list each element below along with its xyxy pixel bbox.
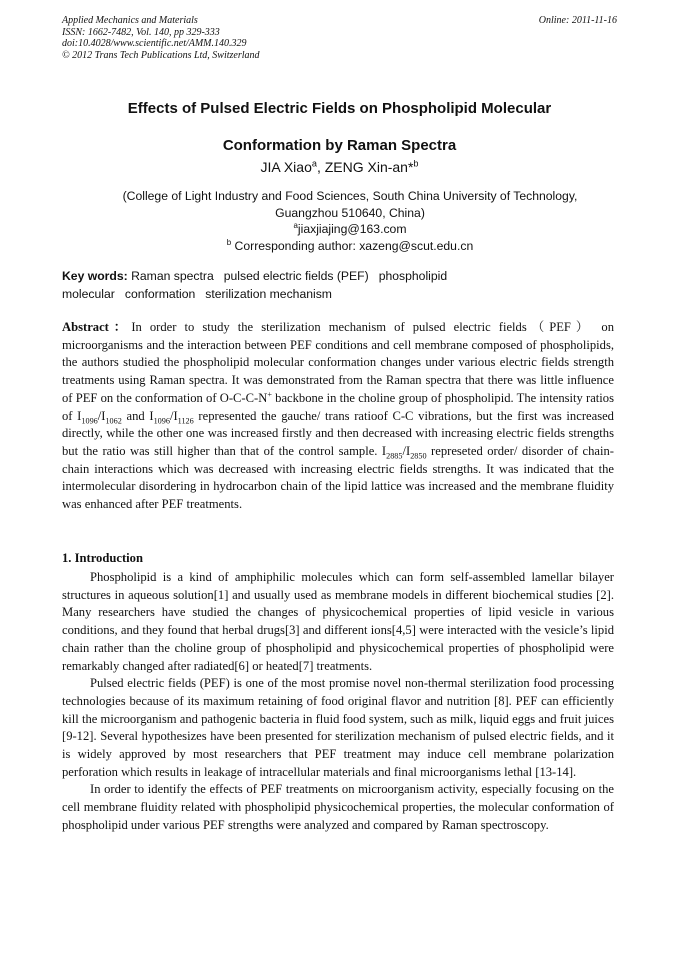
author-superscript: b: [413, 158, 419, 169]
title-line-1: Effects of Pulsed Electric Fields on Phospholipid Molecular: [127, 100, 552, 117]
issn-line: ISSN: 1662-7482, Vol. 140, pp 329-333: [62, 26, 220, 38]
section-heading: 1. Introduction: [62, 551, 143, 565]
affiliation-line-1: (College of Light Industry and Food Sciences, South China University of Technology,: [122, 189, 578, 203]
paragraph: In order to identify the effects of PEF treatments on microorganism activity, especially focusing on the cell membrane fluidity related with phospholipid physicochemical properties, the molecular conformation of phospholipid under various PEF strengths were analyzed and compared by Raman spectroscopy.: [62, 782, 614, 832]
keywords-label: Key words:: [62, 269, 128, 283]
paper-title: [62, 90, 617, 164]
author-name: JIA Xiao: [260, 159, 312, 175]
abstract-label: Abstract：: [62, 320, 132, 334]
introduction-body: [62, 569, 614, 835]
keyword: Raman spectra: [131, 269, 214, 283]
email-b: $^b$ Corresponding author: xazeng@scut.edu.cn: [226, 237, 474, 253]
affiliation-block: [100, 188, 600, 254]
affiliation-line-2: Guangzhou 510640, China): [275, 205, 425, 220]
doi-line: doi:10.4028/www.scientific.net/AMM.140.329: [62, 38, 247, 50]
keyword: sterilization mechanism: [205, 286, 332, 301]
keywords: [62, 268, 614, 303]
keyword: pulsed electric fields (PEF): [223, 269, 369, 283]
copyright-line: © 2012 Trans Tech Publications Ltd, Switzerland: [62, 49, 260, 61]
author-line: [62, 159, 617, 175]
journal-header: [62, 15, 617, 61]
author-name: ZENG Xin-an*: [324, 159, 414, 175]
abstract: Abstract：In order to study the sterilization mechanism of pulsed electric fields（PEF） on microorganisms and the interaction between PEF conditions and cell membrane composed of phospholipids, the authors studied the phospholipid molecular conformation changes under various electric fields strength treatments using Raman spectra. It was demonstrated from the Raman spectra that there was little influence of PEF on the conformation of O-C-C-N+ backbone in the choline group of phospholipid. The intensity ratios of $I_{1096}/I_{1062}$ and $I_{1096}/I_{1126}$ represented the gauche/ trans ratioof C-C vibrations, but the first was increased directly, while the other one was increased firstly and then decreased with increasing electric fields strengths but the ratio was still higher than that of the control sample. $I_{2885}/I_{2850}$ represeted order/ disorder of chain-chain interactions which was decreased with increasing electric fields strengths. It was indicated that the intermolecular disordering in hydrocarbon chain of the lipid lattice was increased and the membrane fluidity was enhanced after PEF treatments.: [62, 320, 614, 512]
paragraph: Phospholipid is a kind of amphiphilic molecules which can form self-assembled lamellar bilayer structures in aqueous solution[1] and usually used as membrane models in different biochemical studies [2]. Many researchers have studied the changes of physicochemical properties of lipid vesicle in various conditions, and they found that herbal drugs[3] and different ions[4,5] were interacted with the vesicle’s lipid chain rather than the choline group of phospholipid and physicochemical properties of phospholipid were remarkably changed after radiated[6] or heated[7] treatments.: [62, 570, 614, 673]
author-separator: ,: [316, 159, 325, 175]
journal-name: Applied Mechanics and Materials: [62, 15, 198, 26]
title-line-2: Conformation by Raman Spectra: [222, 137, 457, 154]
email-a: $^a$jiaxjiajing@163.com: [293, 220, 407, 236]
online-date: Online: 2011-11-16: [538, 15, 617, 26]
keyword: conformation: [124, 286, 196, 301]
paragraph: Pulsed electric fields (PEF) is one of the most promise novel non-thermal sterilization food processing technologies because of its maximum retaining of food original flavor and nutrition [8]. PEF can efficiently kill the microorganism and pathogenic bacteria in fluid food system, such as milk, liquid eggs and fruit juices [9-12]. Several hypothesizes have been presented for sterilization mechanism of pulsed electric fields, and it is widely approved by most researchers that PEF treatment may induce cell membrane polarization perforation which results in leakage of intracellular materials and final microorganisms lethal [13-14].: [62, 676, 614, 779]
author-superscript: a: [311, 158, 317, 169]
keyword: phospholipid molecular: [62, 269, 448, 301]
